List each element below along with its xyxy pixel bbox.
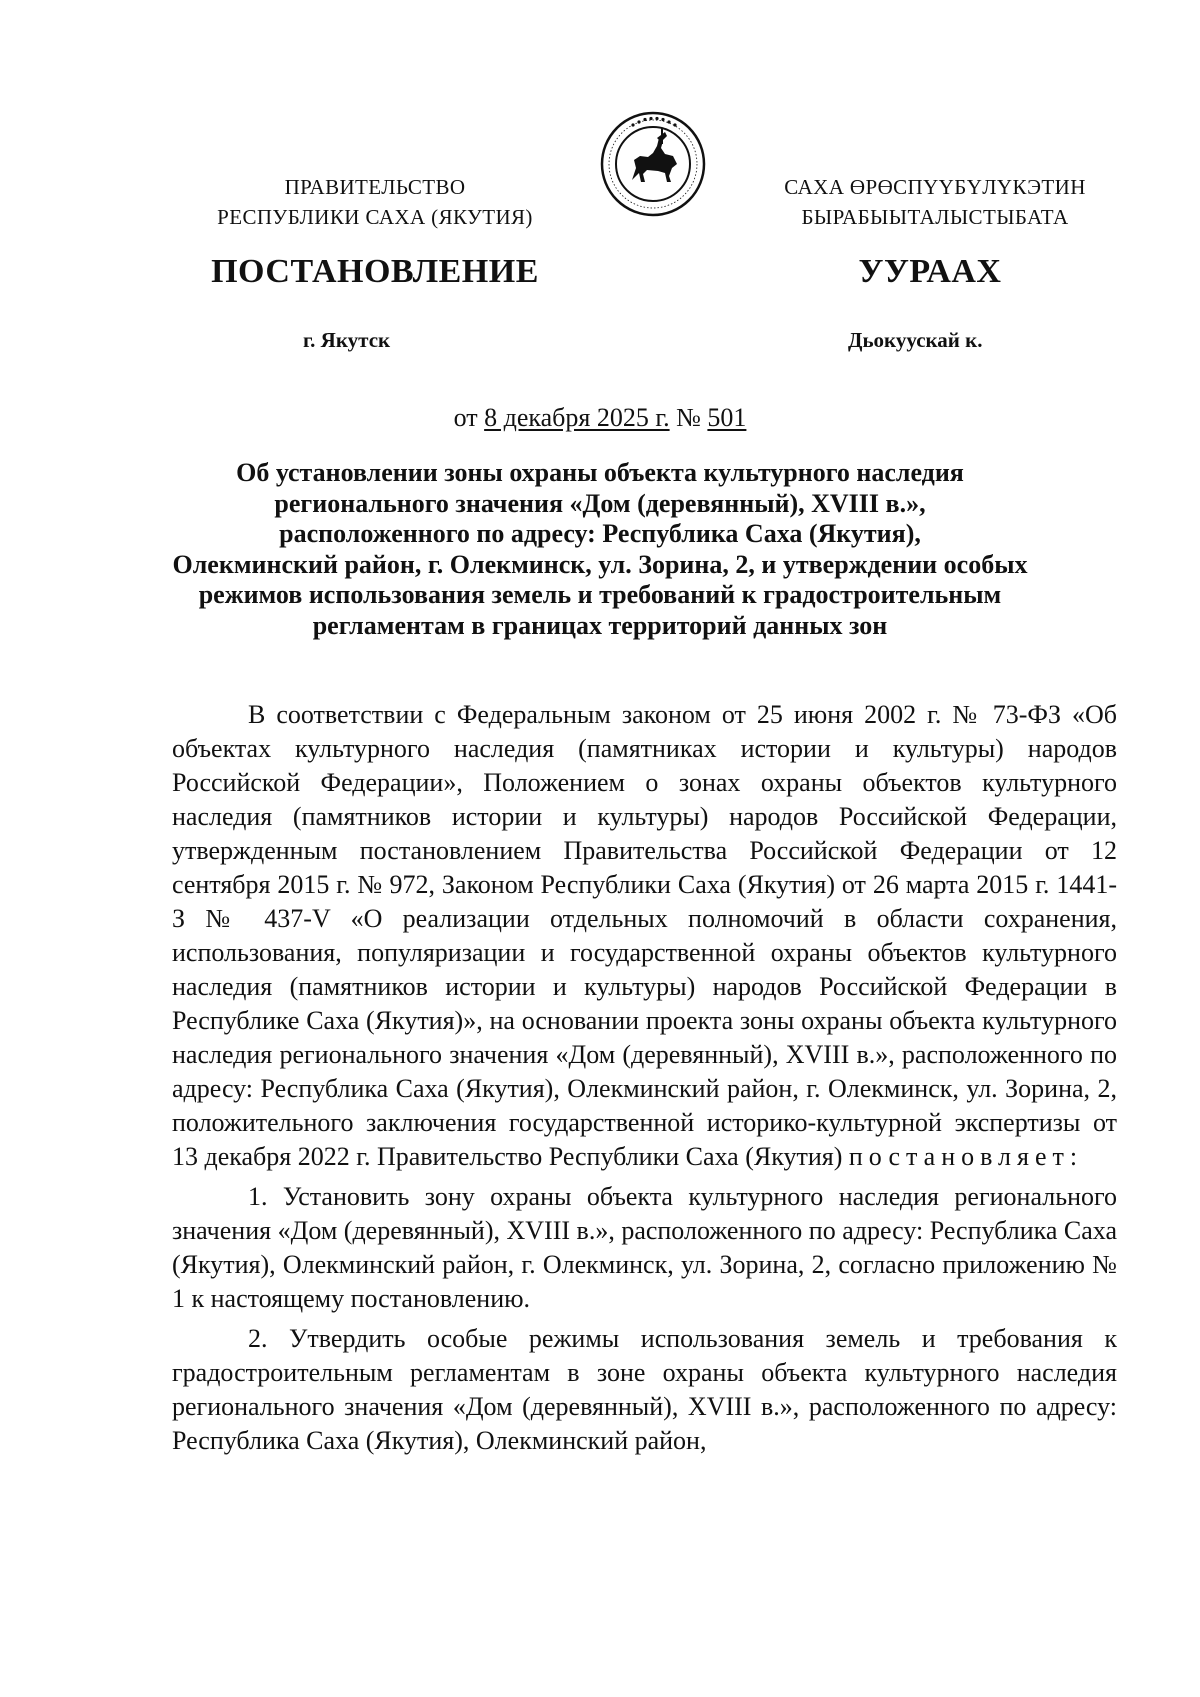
decree-item-1: 1. Установить зону охраны объекта культурного наследия регионального значения «Дом (деревянный), XVIII в.», расположенного по адресу: Республика Саха (Якутия), Олекминский район, г. Олекминск, ул. Зорина, 2, согласно приложению № 1 к настоящему постановлению. [172,1182,1117,1313]
coat-of-arms-emblem [599,110,707,218]
number-sign: № [676,403,701,432]
government-name-line: РЕСПУБЛИКИ САХА (ЯКУТИЯ) [217,205,533,229]
document-type-russian: ПОСТАНОВЛЕНИЕ [211,253,539,290]
date-prefix: от [453,403,478,432]
preamble-text: В соответствии с Федеральным законом от 25 июня 2002 г. № 73-ФЗ «Об объектах культурного наследия (памятниках истории и культуры) народов Российской Федерации», Положением о зонах охраны объектов культурного наследия (памятников истории и культуры) народов Российской Федерации, утвержденным постановлением Правительства Российской Федерации от 12 сентября 2015 г. № 972, Законом Республики Саха (Якутия) от 26 марта 2015 г. 1441-З № 437-V «О реализации отдельных полномочий в области сохранения, использования, популяризации и государственной охраны объектов культурного наследия (памятников истории и культуры) народов Российской Федерации в Республике Саха (Якутия)», на основании проекта зоны охраны объекта культурного наследия регионального значения «Дом (деревянный), XVIII в.», расположенного по адресу: Республика Саха (Якутия), Олекминский район, г. Олекминск, ул. Зорина, 2, положительного заключения государственной историко-культурной экспертизы от 13 декабря 2022 г. Правительство Республики Саха (Якутия) [172,700,1117,1171]
preamble-paragraph [172,698,1117,1174]
document-date: 8 декабря 2025 г. [484,403,670,432]
city-russian: г. Якутск [303,328,391,352]
title-line: регламентам в границах территорий данных зон [312,610,888,640]
government-name-sakha [725,172,1145,232]
document-type-sakha: УУРААХ [858,253,1002,290]
title-line: Об установлении зоны охраны объекта культурного наследия [236,458,964,487]
government-name-line: САХА ӨРӨСПҮҮБҮЛҮКЭТИН [784,175,1086,199]
decree-word: постановляет: [848,1142,1084,1171]
government-name-russian [165,172,585,232]
title-line: режимов использования земель и требований к градостроительным [198,580,1002,609]
document-body [172,698,1117,1464]
document-title [150,458,1050,641]
government-name-line: ПРАВИТЕЛЬСТВО [284,175,466,199]
city-sakha: Дьокуускай к. [848,328,983,352]
document-number: 501 [707,403,747,432]
decree-item-2: 2. Утвердить особые режимы использования земель и требования к градостроительным регламентам в зоне охраны объекта культурного наследия регионального значения «Дом (деревянный), XVIII в.», расположенного по адресу: Республика Саха (Якутия), Олекминский район, [172,1324,1117,1455]
title-line: регионального значения «Дом (деревянный), XVIII в.», [274,488,926,518]
title-line: расположенного по адресу: Республика Саха (Якутия), [279,519,921,548]
government-name-line: БЫРАБЫЫТАЛЫСТЫБАТА [801,205,1069,229]
date-and-number [0,402,1200,434]
title-line: Олекминский район, г. Олекминск, ул. Зорина, 2, и утверждении особых [172,549,1028,579]
